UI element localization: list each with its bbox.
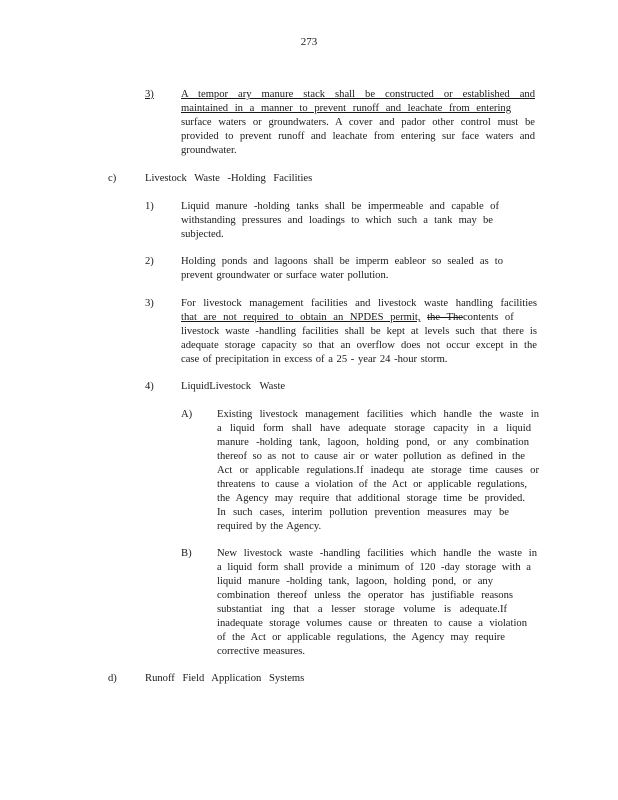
text-line: corrective measures. xyxy=(217,646,306,657)
item-3-text xyxy=(181,88,535,158)
item-c2-label: 2) xyxy=(145,256,154,267)
text-line: livestock waste -handling facilities shall be kept at levels such that there is xyxy=(181,326,537,337)
text-line: provided to prevent runoff and leachate from entering sur face waters and xyxy=(181,131,535,142)
text-line: threatens to cause a violation of the Act or applicable regulations, xyxy=(217,479,527,490)
text-line: inadequate storage volumes cause or threaten to cause a violation xyxy=(217,618,527,629)
item-3-label: 3) xyxy=(145,89,154,100)
text-line: Act or applicable regulations.If inadequ ate storage time causes or xyxy=(217,465,539,476)
item-A-text xyxy=(217,408,539,534)
text-line xyxy=(181,311,537,325)
text-line: of the Act or applicable regulations, the Agency may require xyxy=(217,632,505,643)
text-line: case of precipitation in excess of a 25 - year 24 -hour storm. xyxy=(181,354,448,365)
text-line: manure -holding tank, lagoon, holding pond, or any combination xyxy=(217,437,529,448)
item-c2-text xyxy=(181,255,503,283)
text-line: maintained in a manner to prevent runoff and leachate from entering xyxy=(181,103,511,114)
section-d-label: d) xyxy=(108,673,117,684)
item-c4-label: 4) xyxy=(145,381,154,392)
section-c-label: c) xyxy=(108,173,117,184)
item-A-label: A) xyxy=(181,409,193,420)
text-line: withstanding pressures and loadings to which such a tank may be xyxy=(181,215,493,226)
text-line: a liquid form shall have adequate storage capacity in a liquid xyxy=(217,423,531,434)
text-line: prevent groundwater or surface water pollution. xyxy=(181,270,389,281)
item-c1-text xyxy=(181,200,499,242)
text-line: For livestock management facilities and livestock waste handling facilities xyxy=(181,298,537,309)
item-c3-label: 3) xyxy=(145,298,154,309)
text-line: New livestock waste -handling facilities which handle the waste in xyxy=(217,548,537,559)
text-line: surface waters or groundwaters. A cover and pador other control must be xyxy=(181,117,535,128)
text-line: adequate storage capacity so that an overflow does not occur except in the xyxy=(181,340,537,351)
item-c4-heading: LiquidLivestock Waste xyxy=(181,381,286,392)
text-line: thereof so as not to cause air or water pollution as defined in the xyxy=(217,451,525,462)
text-line: Liquid manure -holding tanks shall be impermeable and capable of xyxy=(181,201,499,212)
page-number: 273 xyxy=(300,36,318,48)
text-line: combination thereof unless the operator has justifiable reasons xyxy=(217,590,513,601)
item-B-label: B) xyxy=(181,548,192,559)
text-line: liquid manure -holding tank, lagoon, holding pond, or any xyxy=(217,576,493,587)
text-line: substantiat ing that a lesser storage volume is adequate.If xyxy=(217,604,507,615)
text-line: subjected. xyxy=(181,229,224,240)
text-fragment: contents of xyxy=(462,312,514,323)
section-d-heading: Runoff Field Application Systems xyxy=(145,673,305,684)
text-line: Existing livestock management facilities which handle the waste in xyxy=(217,409,539,420)
text-line: groundwater. xyxy=(181,145,237,156)
text-line: A tempor ary manure stack shall be constructed or established and xyxy=(181,89,535,100)
item-c1-label: 1) xyxy=(145,201,154,212)
text-line: the Agency may require that additional storage time be provided. xyxy=(217,493,525,504)
text-line: In such cases, interim pollution prevention measures may be xyxy=(217,507,509,518)
struck-text: the The xyxy=(427,312,463,323)
section-c-heading: Livestock Waste -Holding Facilities xyxy=(145,173,313,184)
item-B-text xyxy=(217,547,537,659)
text-line: a liquid form shall provide a minimum of 120 -day storage with a xyxy=(217,562,531,573)
item-c3-text xyxy=(181,297,537,367)
text-line: required by the Agency. xyxy=(217,521,322,532)
inserted-text: that are not required to obtain an NPDES permit, xyxy=(181,312,421,323)
text-line: Holding ponds and lagoons shall be imperm eableor so sealed as to xyxy=(181,256,503,267)
